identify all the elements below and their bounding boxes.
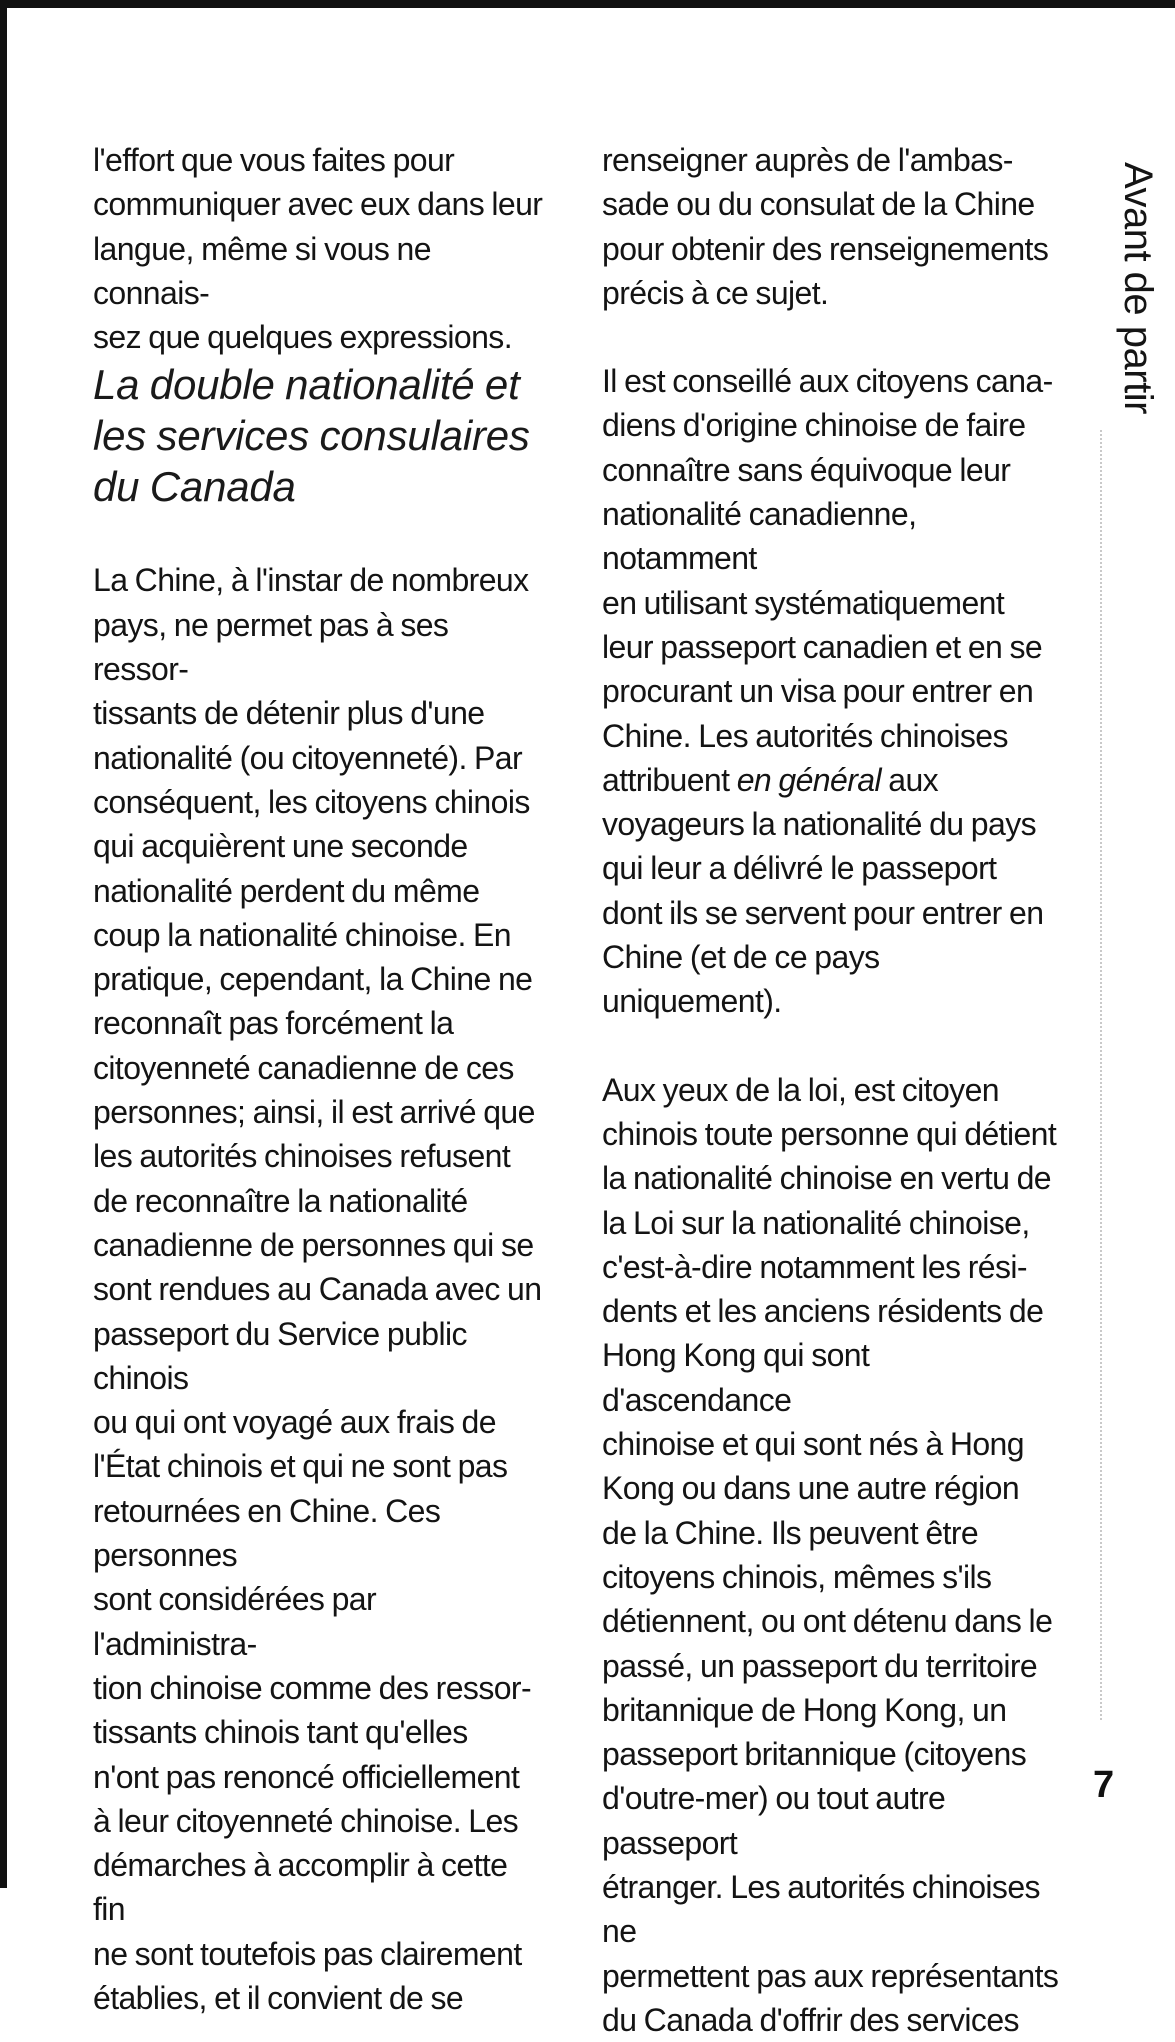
paragraph-continuation: l'effort que vous faites pour communiquer avec eux dans leur langue, même si vous ne connais- sez que quelques expressions. — [93, 142, 543, 356]
paragraph-embassy: renseigner auprès de l'ambas- sade ou du consulat de la Chine pour obtenir des renseignements précis à ce sujet. — [602, 142, 1049, 311]
top-border-rule — [0, 0, 1175, 8]
paragraph-law: Aux yeux de la loi, est citoyen chinois toute personne qui détient la nationalité chinoise en vertu de la Loi sur la nationalité chinoise, c'est-à-dire notamment les rési- dents et les anciens résidents de Hong Kong qui sont d'ascendance chinoise et qui sont nés à Hong Kong ou dans une autre région de la Chine. Ils peuvent être citoyens chinois, mêmes s'ils détiennent, ou ont détenu dans le passé, un passeport du territoire britannique de Hong Kong, un passeport britannique (citoyens d'outre-mer) ou tout autre passeport étranger. Les autorités chinoises ne permettent pas aux représentants du Canada d'offrir des services — [602, 1071, 1059, 2038]
paragraph-advice — [602, 359, 1062, 1023]
left-column — [93, 138, 545, 2020]
side-section-tab: Avant de partir — [1116, 162, 1160, 414]
paragraph-dual-nationality: La Chine, à l'instar de nombreux pays, ne permet pas à ses ressor- tissants de détenir plus d'une nationalité (ou citoyenneté). Par conséquent, les citoyens chinois qui acquièrent une seconde nationalité perdent du même coup la nationalité chinoise. En pratique, cependant, la Chine ne reconnaît pas forcément la citoyenneté canadienne de ces personnes; ainsi, il est arrivé que les autorités chinoises refusent de reconnaître la nationalité canadienne de personnes qui se sont rendues au Canada avec un passeport du Service public chinois ou qui ont voyagé aux frais de l'État chinois et qui ne sont pas retournées en Chine. Ces personnes sont considérées par l'administra- tion chinoise comme des ressor- tissants chinois tant qu'elles n'ont pas renoncé officiellement à leur citoyenneté chinoise. Les démarches à accomplir à cette fin ne sont toutefois pas clairement établies, et il convient de se — [93, 562, 542, 2016]
page-number: 7 — [1093, 1764, 1115, 1806]
advice-text-start: Il est conseillé aux citoyens cana- diens d'origine chinoise de faire connaître sans équivoque leur nationalité canadienne, notamment en utilisant systématiquement leur passeport canadien et en se procurant un visa pour entrer en Chine. Les autorités chinoises attribuent — [602, 363, 1053, 798]
side-dotted-rule — [1100, 430, 1104, 1720]
left-border-rule — [0, 0, 7, 1888]
section-heading: La double nationalité et les services consulaires du Canada — [93, 361, 530, 511]
advice-emphasis: en général — [736, 761, 881, 798]
right-column — [602, 138, 1062, 2042]
advice-text-end: aux voyageurs la nationalité du pays qui leur a délivré le passeport dont ils se servent pour entrer en Chine (et de ce pays uniquement). — [602, 761, 1044, 1020]
